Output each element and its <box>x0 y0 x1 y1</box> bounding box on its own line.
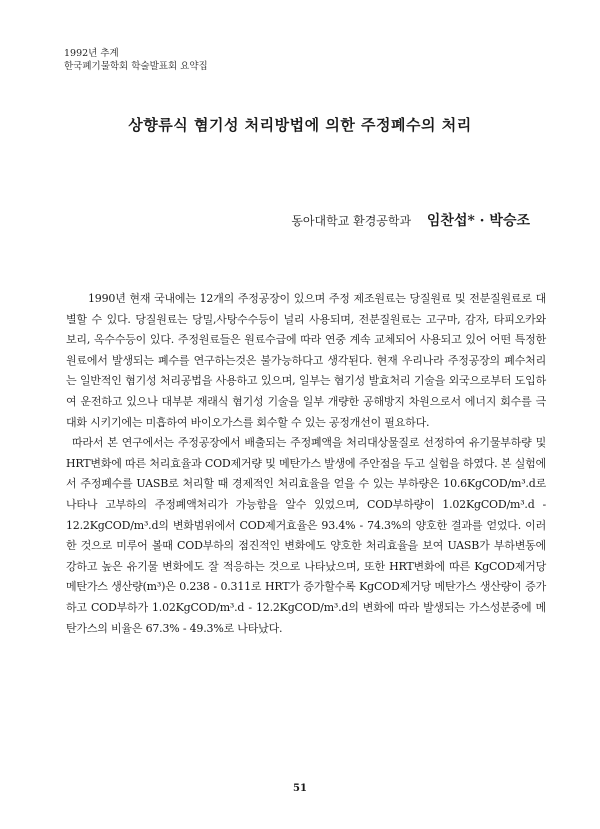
paper-title: 상향류식 혐기성 처리방법에 의한 주정폐수의 처리 <box>128 116 472 134</box>
author-names: 임찬섭* · 박승조 <box>426 213 530 229</box>
paragraph-1: 1990년 현재 국내에는 12개의 주정공장이 있으며 주정 제조원료는 당질원료 및 전분질원료로 대별할 수 있다. 당질원료는 당밀,사탕수수등이 널리 사용되며, 전분질원료는 고구마, 감자, 타피오카와 보리, 옥수수등이 있다. 주정원료들은 원료수급에 따라 연중 계속 교체되어 사용되고 있어 어떤 특정한 원료에서 발생되는 폐수를 연구하는것은 불가능하다고 생각된다. 현재 우리나라 주정공장의 폐수처리는 일반적인 혐기성 처리공법을 사용하고 있으며, 일부는 혐기성 발효처리 기술을 외국으로부터 도입하여 운전하고 있으나 대부분 재래식 혐기성 기술을 일부 개량한 공해방지 차원으로서 에너지 회수를 극대화 시키기에는 미흡하여 바이오가스를 회수할 수 있는 공정개선이 필요하다. <box>66 292 546 429</box>
affiliation: 동아대학교 환경공학과 <box>291 214 412 228</box>
abstract-body <box>66 289 546 639</box>
header-line-2: 한국폐기물학회 학술발표회 요약집 <box>64 61 208 72</box>
paragraph-2: 따라서 본 연구에서는 주정공장에서 배출되는 주정폐액을 처리대상물질로 선정하여 유기물부하량 및 HRT변화에 따른 처리효율과 COD제거량 및 메탄가스 발생에 주안점을 두고 실험을 하였다. 본 실험에서 주정폐수를 UASB로 처리할 때 경제적인 처리효율을 얻을 수 있는 부하량은 10.6KgCOD/m³.d로 나타나 고부하의 주정폐액처리가 가능함을 알수 있었으며, COD부하량이 1.02KgCOD/m³.d - 12.2KgCOD/m³.d의 변화범위에서 COD제거효율은 93.4% - 74.3%의 양호한 결과를 얻었다. 이러한 것으로 미루어 볼때 COD부하의 점진적인 변화에도 양호한 처리효율을 보여 UASB가 부하변동에 강하고 높은 유기물 변화에도 잘 적응하는 것으로 나타났으며, 또한 HRT변화에 따른 KgCOD제거당 메탄가스 생산량(m³)은 0.238 - 0.311로 HRT가 증가할수록 KgCOD제거당 메탄가스 생산량이 증가하고 COD부하가 1.02KgCOD/m³.d - 12.2KgCOD/m³.d의 변화에 따라 발생되는 가스성분중에 메탄가스의 비율은 67.3% - 49.3%로 나타났다. <box>66 436 546 635</box>
author-line <box>291 210 530 230</box>
header-line-1: 1992년 추계 <box>64 48 119 59</box>
proceedings-header <box>64 47 208 73</box>
page-number: 51 <box>293 783 307 794</box>
